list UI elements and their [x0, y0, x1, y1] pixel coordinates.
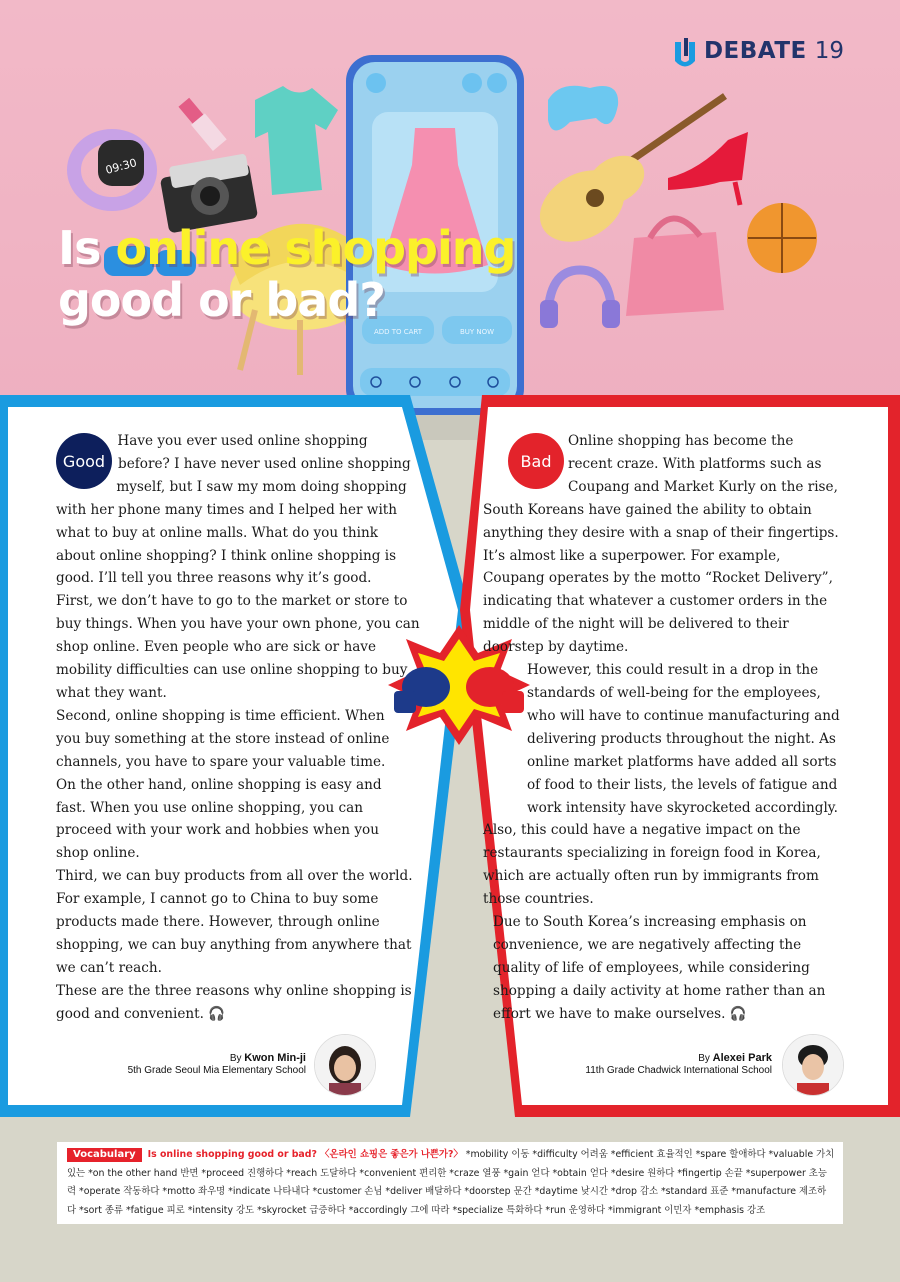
headphones-icon [540, 270, 620, 328]
smartwatch-icon [74, 136, 150, 204]
bad-closing-text: Due to South Korea’s increasing emphasis on convenience, we are negatively affecting the quality of life of employees, while considering shopping a daily activity at home rather than an effort we have to make ourselves. [493, 914, 826, 1022]
high-heel-icon [668, 132, 748, 205]
bad-author-photo [783, 1035, 843, 1095]
hero-banner [0, 0, 900, 440]
junior-logo [672, 34, 696, 68]
bad-author: Alexei Park [712, 1052, 772, 1064]
lipstick-icon [177, 96, 227, 150]
bad-paragraph [483, 911, 841, 1026]
vocabulary-title: Is online shopping good or bad? 〈온라인 쇼핑은 좋은가 나쁜가?〉 [147, 1149, 463, 1160]
section-name: DEBATE [703, 38, 807, 64]
add-to-cart-label: ADD TO CART [373, 328, 423, 336]
good-closing-text: These are the three reasons why online shopping is good and convenient. [56, 982, 412, 1022]
good-paragraph: First, we don’t have to go to the market or store to buy things. When you have your own phone, you can shop online. Even people who are sick or have mobility difficulties can use online shopping to buy what they want. [56, 593, 420, 701]
bad-paragraph: Also, this could have a negative impact on the restaurants specializing in foreign food in Korea, which are actually often run by immigrants from those countries. [483, 822, 821, 908]
good-author-avatar [314, 1034, 376, 1096]
good-badge-label: Good [62, 451, 106, 471]
byline-prefix: By [229, 1053, 245, 1064]
good-author-photo [315, 1035, 375, 1095]
title-prefix: Is [58, 221, 116, 275]
bad-article [483, 430, 841, 1026]
title-line-2: good or bad? [58, 273, 385, 327]
vocabulary-box [57, 1142, 843, 1224]
good-paragraph: Second, online shopping is time efficient. When you buy something at the store instead of online channels, you have to spare your valuable time. On the other hand, online shopping is easy and fast. When you use online shopping, you can proceed with your work and hobbies when you shop online. [56, 707, 390, 862]
good-paragraph: Third, we can buy products from all over the world. For example, I cannot go to China to buy some products made there. However, through online shopping, we can buy anything from anywhere that we can’t reach. [56, 868, 413, 976]
article-title [58, 222, 518, 326]
headphones-icon: 🎧 [208, 1005, 226, 1022]
buy-now-label: BUY NOW [459, 328, 495, 336]
bad-paragraph: Online shopping has become the recent craze. With platforms such as Coupang and Market Kurly on the rise, South Koreans have gained the ability to obtain anything they desire with a snap of their fingertips. It’s almost like a superpower. For example, Coupang operates by the motto “Rocket Delivery”, indicating that whatever a customer orders in the middle of the night will be delivered to their doorstep by daytime. [483, 433, 839, 656]
good-school: 5th Grade Seoul Mia Elementary School [127, 1065, 306, 1076]
vocabulary-entries: *mobility 이동 *difficulty 어려움 *efficient 효율적인 *spare 할애하다 *valuable 가치있는 *on the other hand 반면 *proceed 진행하다 *reach 도달하다 *convenient 편리한 *craze 열풍 *gain 얻다 *obtain 얻다 *desire 원하다 *fingertip 손끝 *superpower 초능력 *operate 작동하다 *motto 좌우명 *indicate 나타내다 *customer 손님 *deliver 배달하다 *doorstep 문간 *daytime 낮시간 *drop 감소 *standard 표준 *manufacture 제조하다 *sort 종류 *fatigue 피로 *intensity 강도 *skyrocket 급증하다 *accordingly 그에 따라 *specialize 특화하다 *run 운영하다 *immigrant 이민자 *emphasis 강조 [67, 1149, 835, 1216]
junior-logo-mark [672, 34, 698, 70]
good-paragraph: Have you ever used online shopping before? I have never used online shopping myself, but I saw my mom doing shopping with her phone many times and I helped her with what to buy at online malls. What do you think about online shopping? I think online shopping is good. I’ll tell you three reasons why it’s good. [56, 433, 411, 587]
good-paragraph [56, 980, 421, 1026]
bad-byline [580, 1052, 772, 1077]
magazine-brand [672, 34, 844, 68]
page-number: 19 [814, 38, 844, 64]
badge-spacer [56, 430, 118, 496]
bad-author-avatar [782, 1034, 844, 1096]
vocabulary-tag: Vocabulary [67, 1148, 142, 1162]
vocabulary-text [67, 1146, 835, 1220]
basketball-icon [747, 203, 817, 273]
bad-paragraph: However, this could result in a drop in the standards of well-being for the employees, who will have to continue manufacturing and delivering products throughout the night. As online market platforms have added all sorts of food to their lists, the levels of fatigue and work intensity have skyrocketed accordingly. [527, 662, 840, 816]
title-highlight: online shopping [115, 221, 516, 275]
good-byline [120, 1052, 306, 1077]
byline-prefix: By [698, 1053, 713, 1064]
badge-spacer [483, 430, 568, 496]
gamepad-icon [548, 86, 618, 131]
watch-time: 09:30 [104, 156, 139, 177]
handbag-icon [626, 218, 724, 316]
bad-badge-label: Bad [520, 451, 552, 471]
bad-school: 11th Grade Chadwick International School [585, 1065, 772, 1076]
tshirt-icon [255, 86, 338, 195]
good-author: Kwon Min-ji [244, 1052, 306, 1064]
good-article [56, 430, 421, 1026]
headphones-icon: 🎧 [729, 1005, 747, 1022]
